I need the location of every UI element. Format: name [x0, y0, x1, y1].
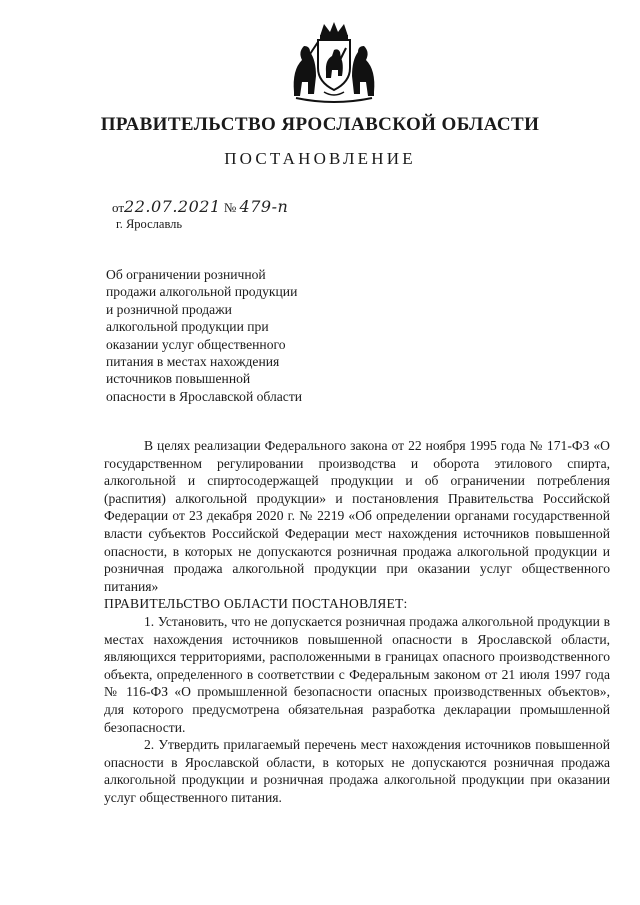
subject-line: питания в местах нахождения: [106, 354, 280, 370]
subject-line: источников повышенной: [106, 371, 251, 387]
document-date: 22.07.2021: [124, 197, 221, 216]
city: г. Ярославль: [116, 217, 183, 231]
date-prefix: от: [112, 200, 125, 215]
subject-line: алкогольной продукции при: [106, 319, 269, 335]
document-type: ПОСТАНОВЛЕНИЕ: [224, 149, 416, 168]
date-line: [112, 197, 288, 216]
subject-line: оказании услуг общественного: [106, 336, 286, 352]
number-prefix: №: [223, 200, 237, 215]
document-subject: [106, 266, 336, 405]
subject-line: и розничной продажи: [106, 301, 232, 317]
item-2-paragraph: 2. Утвердить прилагаемый перечень мест нахождения источников повышенной опасности в Ярославской области, в которых не допускаются розничная продажа алкогольной продукции и розничная продажа алкогольной продукции при оказании услуг общественного питания.: [104, 737, 610, 805]
subject-line: Об ограничении розничной: [106, 267, 266, 282]
government-title: ПРАВИТЕЛЬСТВО ЯРОСЛАВСКОЙ ОБЛАСТИ: [100, 114, 540, 135]
subject-line: опасности в Ярославской области: [106, 388, 303, 404]
document-body: [104, 437, 610, 806]
coat-of-arms-icon: [288, 20, 380, 106]
preamble-paragraph: В целях реализации Федерального закона от 22 ноября 1995 года № 171-ФЗ «О государственном регулировании производства и оборота этилового спирта, алкогольной и спиртосодержащей продукции и об ограничении потребления (распития) алкогольной продукции» и постановления Правительства Российской Федерации от 23 декабря 2020 г. № 2219 «Об определении органами государственной власти субъектов Российской Федерации мест нахождения источников повышенной опасности, в которых не допускаются розничная продажа алкогольной продукции и розничная продажа алкогольной продукции при оказании услуг общественного питания»: [104, 438, 610, 594]
item-1-paragraph: 1. Установить, что не допускается розничная продажа алкогольной продукции в местах нахождения источников повышенной опасности в Ярославской области, являющихся территориями, расположенными в границах опасного производственного объекта, определенного в соответствии с Федеральным законом от 21 июля 1997 года № 116-ФЗ «О промышленной безопасности опасных производственных объектов», для которого предусмотрена обязательная разработка декларации промышленной безопасности.: [104, 613, 610, 735]
resolution-heading: ПРАВИТЕЛЬСТВО ОБЛАСТИ ПОСТАНОВЛЯЕТ:: [104, 596, 408, 612]
subject-line: продажи алкогольной продукции: [106, 284, 298, 300]
document-number: 479-п: [239, 197, 289, 216]
